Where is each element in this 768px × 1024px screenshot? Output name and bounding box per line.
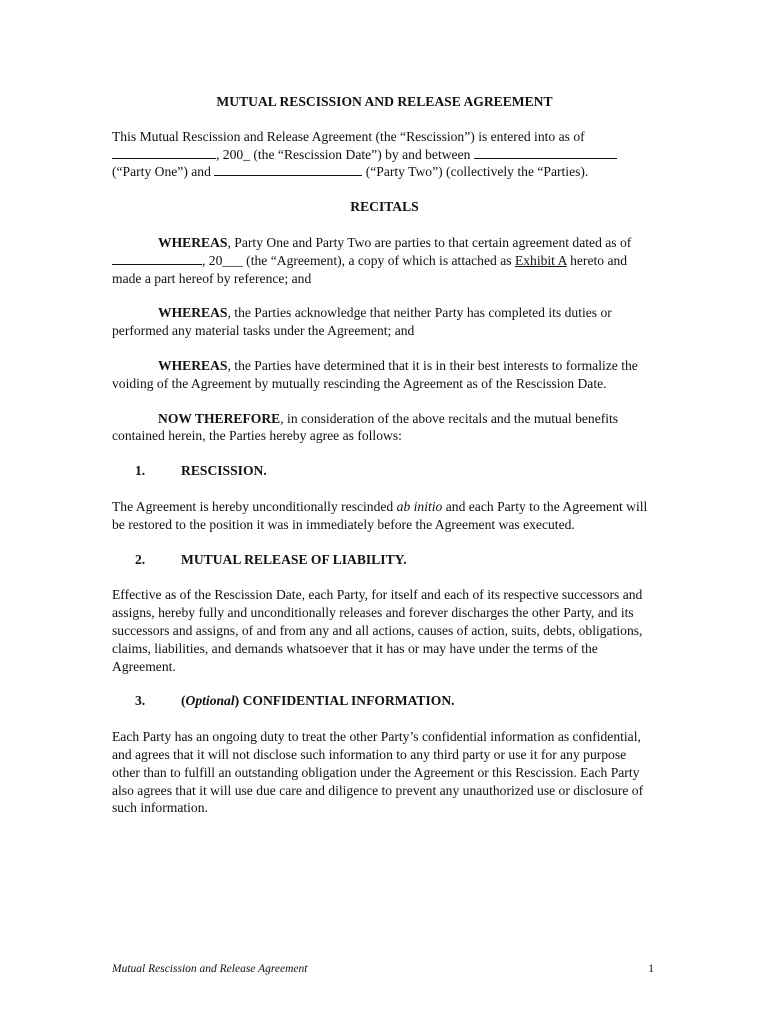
exhibit-a-reference: Exhibit A bbox=[514, 252, 567, 268]
recital-1 bbox=[112, 234, 657, 287]
effective-date-blank bbox=[112, 146, 216, 159]
recitals-heading: RECITALS bbox=[350, 199, 419, 215]
section-2-heading bbox=[112, 551, 657, 569]
intro-text-1: This Mutual Rescission and Release Agreement (the “Rescission”) is entered into as of bbox=[112, 128, 585, 144]
section-1-number: 1. bbox=[135, 463, 146, 479]
section-3-body: Each Party has an ongoing duty to treat the other Party’s confidential information as confidential, and agrees that it will not disclose such information to any third party or use it for any purpose other than to fulfill an outstanding obligation under the Agreement or this Rescission. Each Party also agrees that it will use due care and diligence to prevent any unauthorized use or disclosure of such information. bbox=[112, 729, 644, 816]
section-1-heading bbox=[112, 462, 657, 480]
intro-text-3: (“Party One”) and bbox=[112, 164, 211, 180]
section-1-text-a: The Agreement is hereby unconditionally rescinded bbox=[112, 498, 394, 514]
party-two-name-blank bbox=[214, 163, 362, 176]
intro-text-4: (“Party Two”) (collectively the “Parties). bbox=[365, 164, 589, 180]
section-3-title-rest: ) CONFIDENTIAL INFORMATION. bbox=[234, 693, 455, 709]
document-title: MUTUAL RESCISSION AND RELEASE AGREEMENT bbox=[216, 94, 553, 109]
intro-text-2: , 200_ (the “Rescission Date”) by and between bbox=[216, 146, 471, 162]
agreement-date-blank bbox=[112, 252, 202, 265]
recital-3-text: , the Parties have determined that it is in their best interests to formalize the voiding of the Agreement by mutually rescinding the Agreement as of the Rescission Date. bbox=[112, 357, 638, 391]
section-1-title: RESCISSION. bbox=[181, 463, 267, 479]
optional-label: Optional bbox=[185, 693, 235, 709]
footer-document-title: Mutual Rescission and Release Agreement bbox=[112, 963, 308, 975]
ab-initio-term: ab initio bbox=[396, 498, 443, 514]
section-2-title: MUTUAL RELEASE OF LIABILITY. bbox=[181, 551, 407, 567]
recital-1-lead: WHEREAS bbox=[158, 234, 228, 250]
recital-2 bbox=[112, 304, 657, 340]
recital-1-text-a: , Party One and Party Two are parties to that certain agreement dated as of bbox=[227, 234, 632, 250]
intro-paragraph bbox=[112, 128, 657, 181]
party-one-name-blank bbox=[474, 146, 617, 159]
section-1-text-b: and each Party to the Agreement will be restored to the position it was in immediately before the Agreement was executed. bbox=[112, 498, 648, 532]
recital-2-text: , the Parties acknowledge that neither Party has completed its duties or performed any material tasks under the Agreement; and bbox=[112, 305, 612, 339]
section-3-title-open: ( bbox=[181, 693, 186, 709]
section-3-heading bbox=[112, 692, 657, 710]
recital-2-lead: WHEREAS bbox=[158, 305, 228, 321]
section-2-body: Effective as of the Rescission Date, each Party, for itself and each of its respective successors and assigns, hereby fully and unconditionally releases and forever discharges the other Party, and its successors and assigns, of and from any and all actions, causes of action, suits, debts, obligations, claims, liabilities, and demands whatsoever that it has or may have under the terms of the Agreement. bbox=[112, 587, 643, 674]
section-3-number: 3. bbox=[135, 693, 146, 709]
section-1-body bbox=[112, 498, 657, 534]
document-body bbox=[112, 93, 657, 817]
recital-1-text-c: hereto and made a part hereof by reference; and bbox=[112, 252, 628, 286]
now-therefore-lead: NOW THEREFORE bbox=[158, 410, 281, 426]
now-therefore-text: , in consideration of the above recitals and the mutual benefits contained herein, the Parties hereby agree as follows: bbox=[112, 410, 619, 444]
section-2-number: 2. bbox=[135, 551, 146, 567]
now-therefore-paragraph bbox=[112, 410, 657, 446]
recital-3-lead: WHEREAS bbox=[158, 357, 228, 373]
section-3-title bbox=[181, 692, 455, 710]
footer-page-number: 1 bbox=[648, 963, 654, 975]
recital-1-text-b: , 20___ (the “Agreement), a copy of which is attached as bbox=[202, 252, 512, 268]
recital-3 bbox=[112, 357, 657, 393]
